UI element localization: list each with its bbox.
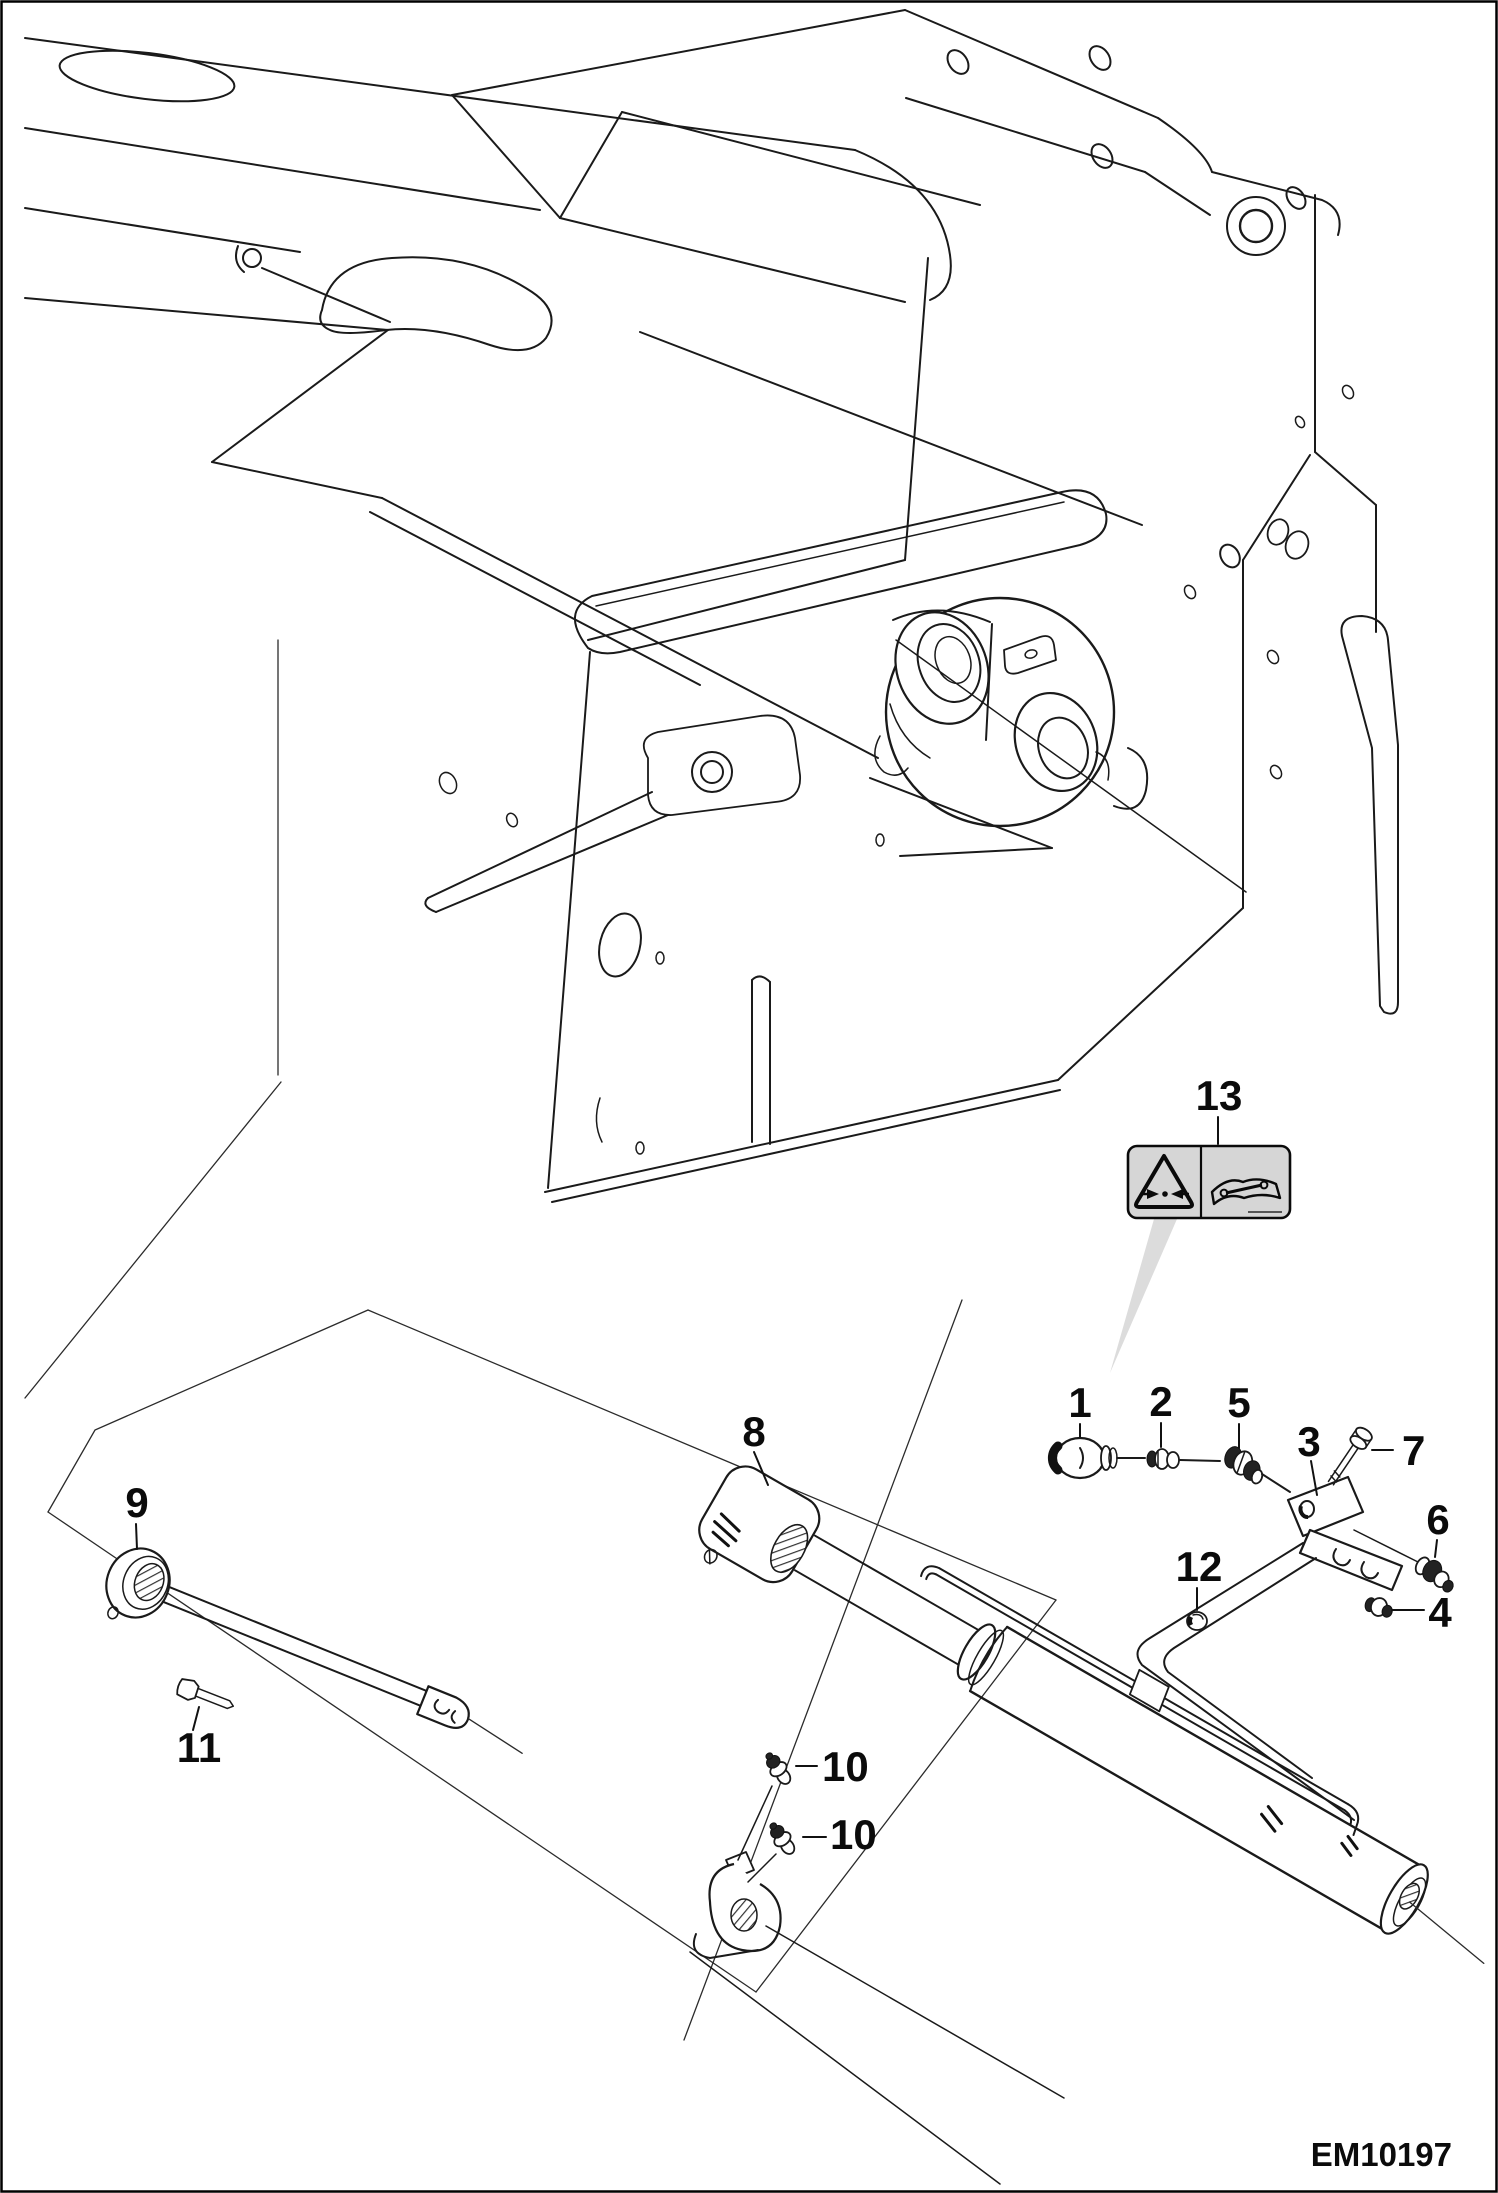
detail-circle-callout — [870, 598, 1246, 892]
callout-9-label: 9 — [125, 1479, 149, 1526]
hose-tube-lines — [1138, 1543, 1355, 1820]
callout-10-lower-label: 10 — [830, 1811, 877, 1858]
leader-line — [738, 1786, 772, 1860]
warning-label — [1110, 1146, 1290, 1373]
cylinder-assembly — [685, 1443, 1498, 1999]
rod-clevis-end — [417, 1686, 474, 1732]
callout-13-label: 13 — [1195, 1072, 1243, 1119]
callout-10-upper-label: 10 — [822, 1743, 869, 1790]
nut-part12 — [1187, 1612, 1207, 1630]
fitting-part4 — [1363, 1595, 1395, 1620]
fitting-part6 — [1412, 1553, 1461, 1593]
fitting-part2 — [1147, 1449, 1179, 1469]
callout-3-label: 3 — [1297, 1418, 1321, 1465]
label-pointer-wedge — [1110, 1219, 1177, 1373]
callout-8-label: 8 — [742, 1408, 766, 1455]
callout-12-label: 12 — [1175, 1543, 1223, 1590]
base-clamp — [690, 1852, 1064, 2184]
callout-7-label: 7 — [1402, 1427, 1426, 1474]
barrel-tube-line — [907, 1551, 1380, 1856]
callout-1-label: 1 — [1068, 1379, 1092, 1426]
frame-tower — [425, 10, 1398, 1202]
callout-2-label: 2 — [1149, 1378, 1173, 1425]
bracket-part3 — [1288, 1477, 1402, 1590]
rod-eye-assembly — [93, 1539, 540, 1780]
callout-4-label: 4 — [1428, 1589, 1452, 1636]
drawing-code: EM10197 — [1310, 2136, 1452, 2173]
cylinder-mount-boss — [425, 715, 800, 912]
ball-fitting-part1 — [1052, 1438, 1117, 1478]
cylinder-barrel — [966, 1623, 1498, 1983]
mount-tab — [1004, 636, 1056, 674]
callout-leader-lines — [136, 1117, 1437, 1837]
grease-fitting-part10-upper — [760, 1748, 795, 1788]
pivot-collar-part8 — [685, 1458, 828, 1601]
elbow-fitting-part5 — [1220, 1444, 1269, 1485]
callout-5-label: 5 — [1227, 1379, 1251, 1426]
callout-11-label: 11 — [176, 1724, 222, 1771]
callout-6-label: 6 — [1426, 1496, 1450, 1543]
construction-lines — [48, 1300, 1056, 2040]
section-boundary-line — [25, 1082, 281, 1398]
grab-handle — [1341, 616, 1398, 1014]
connector-line — [1262, 1474, 1290, 1492]
bolt-part11 — [175, 1677, 237, 1714]
bushing-bore-rear — [1001, 681, 1110, 802]
connector-line — [1180, 1460, 1220, 1461]
grease-fitting-part10-lower — [764, 1818, 799, 1858]
